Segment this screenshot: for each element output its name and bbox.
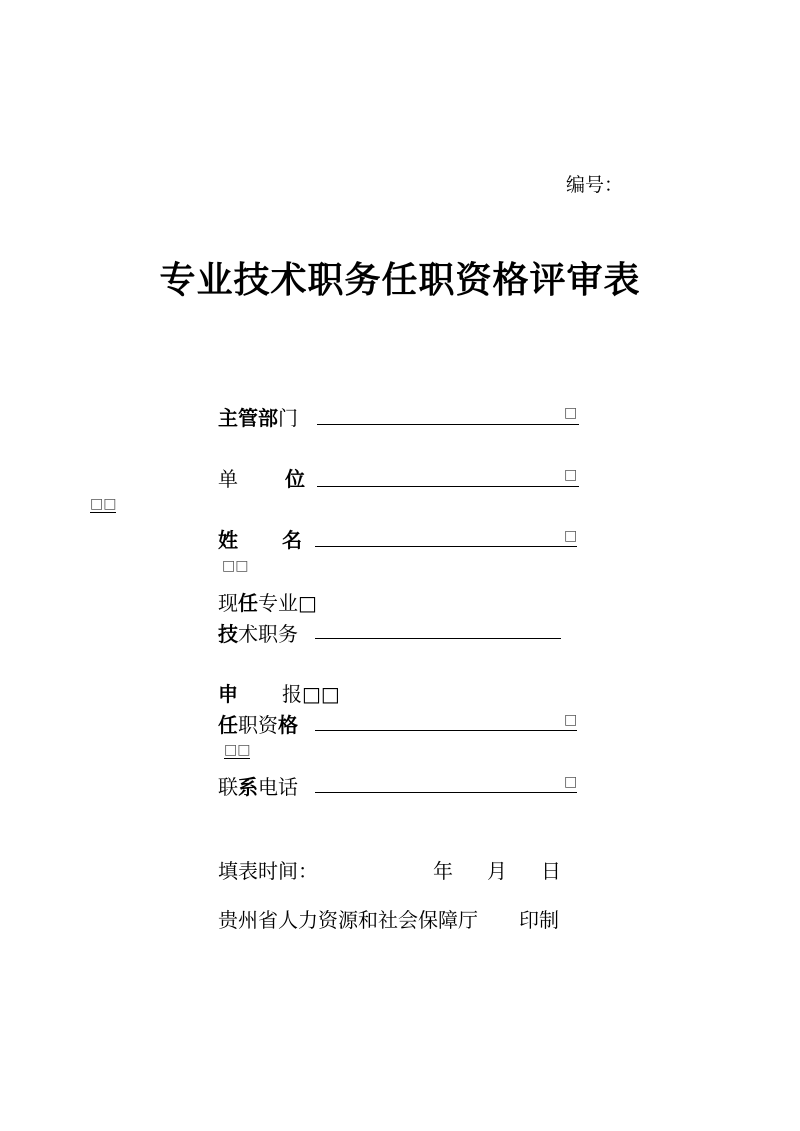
apply-label-1: 申 (218, 682, 238, 706)
unit-label-2: 位 (285, 467, 305, 491)
fill-date-day: 日 (541, 859, 561, 883)
phone-checkbox-mark: □ (564, 774, 578, 790)
name-checkbox-mark: □ (564, 528, 578, 544)
dept-checkbox-mark: □ (564, 405, 578, 421)
dept-label: 主管部门 (218, 406, 298, 430)
name-label-1: 姓 (218, 528, 238, 552)
current-position-label-line1: 现任专业□ (218, 591, 317, 615)
page-title: 专业技术职务任职资格评审表 (159, 260, 641, 301)
unit-checkbox-mark: □ (564, 467, 578, 483)
unit-field-line[interactable] (317, 486, 579, 487)
stray-marks: □□ (90, 496, 117, 512)
qualification-field-line[interactable] (315, 730, 577, 731)
fill-date-month: 月 (487, 859, 507, 883)
name-label-2: 名 (282, 528, 302, 552)
qualification-trail-marks: □□ (224, 742, 251, 758)
phone-field-line[interactable] (315, 792, 577, 793)
qualification-label: 任职资格 (218, 713, 298, 737)
phone-label: 联系电话 (218, 775, 298, 799)
name-trail-marks: □□ (222, 558, 249, 574)
fill-date-label: 填表时间： (218, 859, 318, 883)
name-field-line[interactable] (315, 546, 577, 547)
issuer-name: 贵州省人力资源和社会保障厅 (218, 908, 478, 932)
unit-label-1: 单 (218, 467, 238, 491)
fill-date-year: 年 (433, 859, 453, 883)
apply-label-2: 报□□ (282, 682, 340, 706)
current-position-label-line2: 技术职务 (218, 622, 298, 646)
qualification-checkbox-mark: □ (564, 712, 578, 728)
dept-field-line[interactable] (317, 424, 579, 425)
current-position-field-line[interactable] (315, 638, 561, 639)
serial-number-label: 编号： (566, 174, 624, 196)
printed-label: 印制 (519, 908, 559, 932)
